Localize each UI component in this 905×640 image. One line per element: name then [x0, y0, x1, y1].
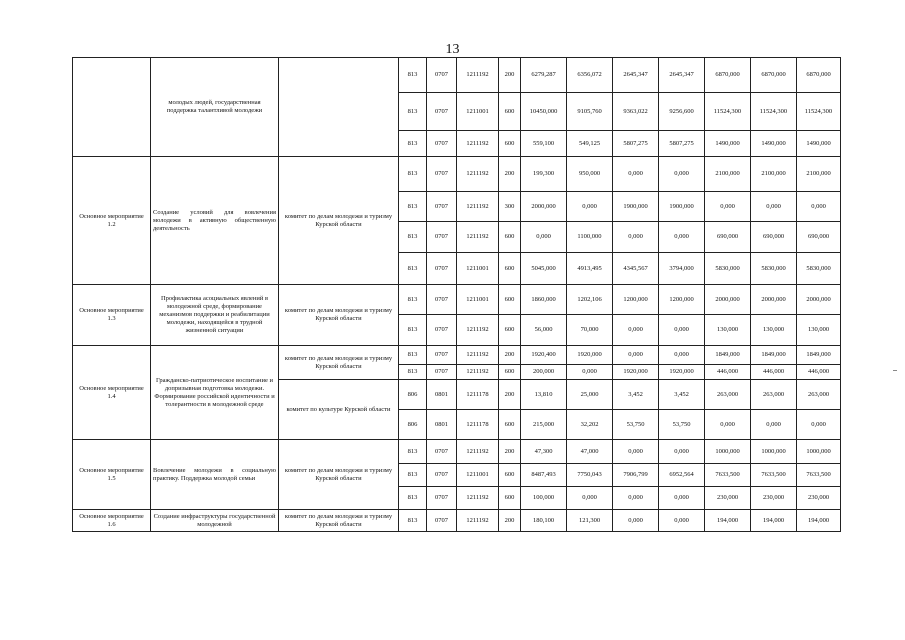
expense-type-cell: 600	[499, 222, 521, 253]
value-cell: 2000,000	[705, 285, 751, 315]
measure-name: Вовлечение молодежи в социальную практику. Поддержка молодой семьи	[151, 440, 279, 510]
value-cell: 0,000	[751, 192, 797, 222]
value-cell: 47,300	[521, 440, 567, 464]
value-cell: 53,750	[613, 410, 659, 440]
value-cell: 5830,000	[705, 253, 751, 285]
value-cell: 199,300	[521, 157, 567, 192]
value-cell: 1920,000	[659, 365, 705, 380]
value-cell: 2000,000	[797, 285, 841, 315]
expense-type-cell: 200	[499, 440, 521, 464]
expense-type-cell: 300	[499, 192, 521, 222]
value-cell: 56,000	[521, 315, 567, 346]
value-cell: 446,000	[705, 365, 751, 380]
value-cell: 9363,022	[613, 93, 659, 131]
value-cell: 1000,000	[751, 440, 797, 464]
measure-code: Основное мероприятие 1.3	[73, 285, 151, 346]
page-number: 13	[445, 42, 460, 57]
expense-type-cell: 600	[499, 131, 521, 157]
value-cell: 4345,567	[613, 253, 659, 285]
grbs-cell: 813	[399, 510, 427, 532]
value-cell: 1200,000	[659, 285, 705, 315]
measure-code: Основное мероприятие 1.5	[73, 440, 151, 510]
value-cell: 5045,000	[521, 253, 567, 285]
target-article-cell: 1211178	[457, 410, 499, 440]
value-cell: 0,000	[567, 192, 613, 222]
expense-type-cell: 600	[499, 253, 521, 285]
section-cell: 0707	[427, 93, 457, 131]
value-cell: 1860,000	[521, 285, 567, 315]
value-cell: 1202,106	[567, 285, 613, 315]
value-cell: 47,000	[567, 440, 613, 464]
value-cell: 549,125	[567, 131, 613, 157]
section-cell: 0707	[427, 222, 457, 253]
value-cell: 4913,495	[567, 253, 613, 285]
measure-name: Создание условий для вовлечения молодежи в активную общественную деятельность	[151, 157, 279, 285]
grbs-cell: 813	[399, 157, 427, 192]
value-cell: 2645,347	[659, 58, 705, 93]
measure-name: молодых людей, государственная поддержка талантливой молодежи	[151, 58, 279, 157]
section-cell: 0707	[427, 346, 457, 365]
value-cell: 446,000	[797, 365, 841, 380]
value-cell: 130,000	[797, 315, 841, 346]
expense-type-cell: 200	[499, 380, 521, 410]
responsible-executor: комитет по делам молодежи и туризму Курской области	[279, 285, 399, 346]
value-cell: 130,000	[705, 315, 751, 346]
value-cell: 690,000	[705, 222, 751, 253]
responsible-executor: комитет по делам молодежи и туризму Курской области	[279, 346, 399, 380]
value-cell: 0,000	[613, 487, 659, 510]
value-cell: 263,000	[705, 380, 751, 410]
value-cell: 3,452	[613, 380, 659, 410]
value-cell: 1849,000	[705, 346, 751, 365]
value-cell: 0,000	[567, 487, 613, 510]
section-cell: 0707	[427, 253, 457, 285]
value-cell: 6356,072	[567, 58, 613, 93]
value-cell: 13,810	[521, 380, 567, 410]
section-cell: 0707	[427, 315, 457, 346]
section-cell: 0801	[427, 380, 457, 410]
value-cell: 53,750	[659, 410, 705, 440]
value-cell: 0,000	[751, 410, 797, 440]
section-cell: 0707	[427, 464, 457, 487]
value-cell: 0,000	[659, 510, 705, 532]
table-row	[73, 346, 841, 365]
table-row	[73, 440, 841, 464]
value-cell: 0,000	[659, 346, 705, 365]
value-cell: 0,000	[613, 346, 659, 365]
target-article-cell: 1211192	[457, 346, 499, 365]
value-cell: 230,000	[751, 487, 797, 510]
value-cell: 3794,000	[659, 253, 705, 285]
target-article-cell: 1211178	[457, 380, 499, 410]
grbs-cell: 813	[399, 365, 427, 380]
target-article-cell: 1211192	[457, 157, 499, 192]
value-cell: 11524,300	[797, 93, 841, 131]
section-cell: 0707	[427, 58, 457, 93]
measure-code: Основное мероприятие 1.6	[73, 510, 151, 532]
grbs-cell: 813	[399, 440, 427, 464]
expense-type-cell: 600	[499, 285, 521, 315]
section-cell: 0707	[427, 487, 457, 510]
grbs-cell: 813	[399, 464, 427, 487]
grbs-cell: 813	[399, 253, 427, 285]
scan-mark	[893, 370, 897, 371]
value-cell: 194,000	[797, 510, 841, 532]
grbs-cell: 813	[399, 131, 427, 157]
expense-type-cell: 200	[499, 157, 521, 192]
responsible-executor: комитет по культуре Курской области	[279, 380, 399, 440]
target-article-cell: 1211192	[457, 315, 499, 346]
value-cell: 7633,500	[751, 464, 797, 487]
value-cell: 11524,300	[751, 93, 797, 131]
value-cell: 11524,300	[705, 93, 751, 131]
value-cell: 25,000	[567, 380, 613, 410]
value-cell: 446,000	[751, 365, 797, 380]
table-row	[73, 285, 841, 315]
value-cell: 0,000	[567, 365, 613, 380]
value-cell: 200,000	[521, 365, 567, 380]
expense-type-cell: 200	[499, 58, 521, 93]
value-cell: 1900,000	[659, 192, 705, 222]
value-cell: 263,000	[797, 380, 841, 410]
value-cell: 0,000	[659, 487, 705, 510]
value-cell: 1490,000	[705, 131, 751, 157]
value-cell: 0,000	[613, 440, 659, 464]
value-cell: 950,000	[567, 157, 613, 192]
target-article-cell: 1211001	[457, 464, 499, 487]
value-cell: 0,000	[613, 157, 659, 192]
value-cell: 2000,000	[751, 285, 797, 315]
value-cell: 690,000	[797, 222, 841, 253]
value-cell: 0,000	[659, 440, 705, 464]
expense-type-cell: 600	[499, 365, 521, 380]
grbs-cell: 813	[399, 285, 427, 315]
expense-type-cell: 600	[499, 487, 521, 510]
value-cell: 5830,000	[751, 253, 797, 285]
value-cell: 6279,287	[521, 58, 567, 93]
value-cell: 215,000	[521, 410, 567, 440]
value-cell: 690,000	[751, 222, 797, 253]
value-cell: 1849,000	[751, 346, 797, 365]
responsible-executor: комитет по делам молодежи и туризму Курской области	[279, 440, 399, 510]
value-cell: 1849,000	[797, 346, 841, 365]
value-cell: 0,000	[613, 315, 659, 346]
value-cell: 1920,000	[613, 365, 659, 380]
value-cell: 3,452	[659, 380, 705, 410]
value-cell: 130,000	[751, 315, 797, 346]
target-article-cell: 1211192	[457, 510, 499, 532]
value-cell: 263,000	[751, 380, 797, 410]
value-cell: 100,000	[521, 487, 567, 510]
responsible-executor: комитет по делам молодежи и туризму Курской области	[279, 510, 399, 532]
value-cell: 194,000	[751, 510, 797, 532]
value-cell: 2000,000	[521, 192, 567, 222]
value-cell: 0,000	[521, 222, 567, 253]
value-cell: 0,000	[613, 222, 659, 253]
measure-name: Профилактика асоциальных явлений в молодежной среде, формирование механизмов поддержки и реабилитации молодежи, находящейся в трудной жизненной ситуации	[151, 285, 279, 346]
section-cell: 0801	[427, 410, 457, 440]
value-cell: 70,000	[567, 315, 613, 346]
value-cell: 0,000	[797, 410, 841, 440]
target-article-cell: 1211192	[457, 192, 499, 222]
measure-code: Основное мероприятие 1.2	[73, 157, 151, 285]
value-cell: 559,100	[521, 131, 567, 157]
value-cell: 0,000	[797, 192, 841, 222]
value-cell: 7633,500	[705, 464, 751, 487]
value-cell: 1490,000	[751, 131, 797, 157]
target-article-cell: 1211192	[457, 440, 499, 464]
value-cell: 2100,000	[751, 157, 797, 192]
expense-type-cell: 600	[499, 410, 521, 440]
section-cell: 0707	[427, 440, 457, 464]
expense-type-cell: 200	[499, 510, 521, 532]
value-cell: 6870,000	[797, 58, 841, 93]
value-cell: 7633,500	[797, 464, 841, 487]
value-cell: 6870,000	[705, 58, 751, 93]
target-article-cell: 1211192	[457, 487, 499, 510]
value-cell: 9105,760	[567, 93, 613, 131]
expense-type-cell: 600	[499, 93, 521, 131]
measure-code	[73, 58, 151, 157]
value-cell: 0,000	[613, 510, 659, 532]
grbs-cell: 806	[399, 410, 427, 440]
value-cell: 1200,000	[613, 285, 659, 315]
value-cell: 6952,564	[659, 464, 705, 487]
value-cell: 5807,275	[659, 131, 705, 157]
grbs-cell: 813	[399, 93, 427, 131]
grbs-cell: 813	[399, 222, 427, 253]
value-cell: 2100,000	[705, 157, 751, 192]
section-cell: 0707	[427, 131, 457, 157]
table-row	[73, 510, 841, 532]
target-article-cell: 1211192	[457, 58, 499, 93]
value-cell: 194,000	[705, 510, 751, 532]
section-cell: 0707	[427, 365, 457, 380]
value-cell: 8487,493	[521, 464, 567, 487]
section-cell: 0707	[427, 510, 457, 532]
value-cell: 0,000	[659, 157, 705, 192]
value-cell: 1920,400	[521, 346, 567, 365]
table-row	[73, 157, 841, 192]
responsible-executor	[279, 58, 399, 157]
grbs-cell: 806	[399, 380, 427, 410]
value-cell: 6870,000	[751, 58, 797, 93]
measure-name: Гражданско-патриотическое воспитание и допризывная подготовка молодежи. Формирование российской идентичности и толерантности в молодежной среде	[151, 346, 279, 440]
expense-type-cell: 600	[499, 464, 521, 487]
target-article-cell: 1211192	[457, 365, 499, 380]
grbs-cell: 813	[399, 346, 427, 365]
target-article-cell: 1211001	[457, 253, 499, 285]
measure-code: Основное мероприятие 1.4	[73, 346, 151, 440]
value-cell: 5830,000	[797, 253, 841, 285]
grbs-cell: 813	[399, 192, 427, 222]
target-article-cell: 1211001	[457, 93, 499, 131]
value-cell: 180,100	[521, 510, 567, 532]
value-cell: 0,000	[659, 222, 705, 253]
table-row	[73, 58, 841, 93]
value-cell: 7906,799	[613, 464, 659, 487]
value-cell: 5807,275	[613, 131, 659, 157]
expense-type-cell: 600	[499, 315, 521, 346]
target-article-cell: 1211001	[457, 285, 499, 315]
section-cell: 0707	[427, 285, 457, 315]
value-cell: 1490,000	[797, 131, 841, 157]
value-cell: 2645,347	[613, 58, 659, 93]
value-cell: 32,202	[567, 410, 613, 440]
grbs-cell: 813	[399, 315, 427, 346]
target-article-cell: 1211192	[457, 131, 499, 157]
section-cell: 0707	[427, 192, 457, 222]
value-cell: 0,000	[705, 410, 751, 440]
value-cell: 1000,000	[705, 440, 751, 464]
value-cell: 230,000	[705, 487, 751, 510]
value-cell: 10450,000	[521, 93, 567, 131]
value-cell: 0,000	[659, 315, 705, 346]
value-cell: 7750,043	[567, 464, 613, 487]
value-cell: 121,300	[567, 510, 613, 532]
value-cell: 1100,000	[567, 222, 613, 253]
grbs-cell: 813	[399, 487, 427, 510]
budget-table	[72, 57, 841, 532]
value-cell: 9256,600	[659, 93, 705, 131]
value-cell: 230,000	[797, 487, 841, 510]
value-cell: 2100,000	[797, 157, 841, 192]
measure-name: Создание инфраструктуры государственной молодежной	[151, 510, 279, 532]
value-cell: 0,000	[705, 192, 751, 222]
value-cell: 1900,000	[613, 192, 659, 222]
responsible-executor: комитет по делам молодежи и туризму Курской области	[279, 157, 399, 285]
target-article-cell: 1211192	[457, 222, 499, 253]
grbs-cell: 813	[399, 58, 427, 93]
value-cell: 1000,000	[797, 440, 841, 464]
value-cell: 1920,000	[567, 346, 613, 365]
expense-type-cell: 200	[499, 346, 521, 365]
section-cell: 0707	[427, 157, 457, 192]
